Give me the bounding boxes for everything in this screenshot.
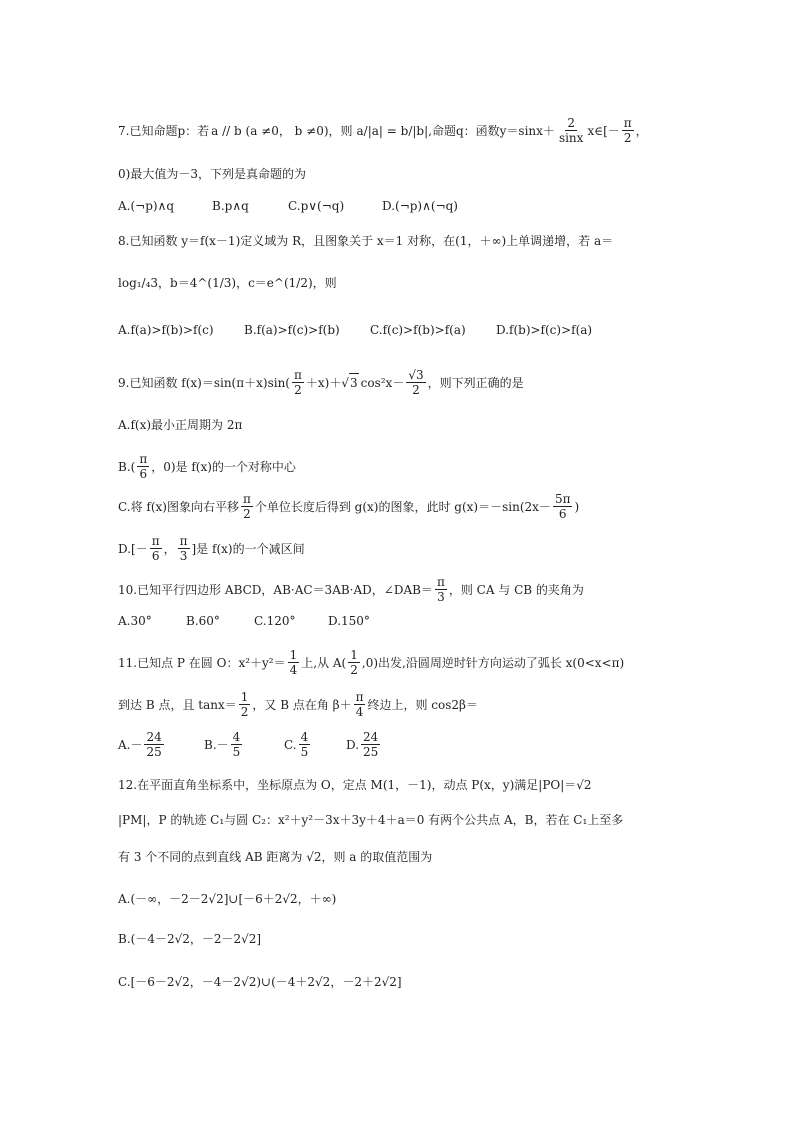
q12-line3	[118, 848, 704, 866]
q9-option-b-text-b: ，0)是 f(x)的一个对称中心	[151, 459, 296, 474]
q9-sqrt: √ 3	[341, 373, 358, 392]
q8-option-d: D.f(b)>f(c)>f(a)	[496, 323, 593, 337]
q9-option-b-text-a: B.(	[118, 459, 136, 474]
q7-text-d: ,命题q：函数y＝sinx＋	[428, 123, 555, 138]
q11-text-a: 11.已知点 P 在圆 O：x²＋y²＝	[118, 655, 286, 670]
q7-text-f: ，	[635, 123, 648, 138]
q9-option-b	[118, 452, 704, 481]
q7-line2	[118, 165, 704, 183]
q9-text-d: ，则下列正确的是	[427, 375, 524, 390]
q12-line2	[118, 811, 704, 829]
q8-option-b: B.f(a)>f(c)>f(b)	[244, 323, 340, 337]
q9-option-c-text-b: 个单位长度后得到 g(x)的图象，此时 g(x)＝－sin(2x－	[254, 499, 551, 514]
q11-line2-text-c: 终边上，则 cos2β＝	[367, 697, 478, 712]
q11-text-c: ,0)出发,沿圆周逆时针方向运动了弧长 x(0<x<π)	[361, 655, 625, 670]
q9-line1	[118, 368, 704, 397]
q10-frac: $\frac{\pi}{3}$	[436, 575, 445, 604]
q10-option-d: D.150°	[328, 614, 370, 628]
q7-frac-1: $\frac{2}{\sin x}$	[558, 116, 584, 145]
q7-option-a: A.(¬p)∧q	[118, 199, 175, 213]
q11-option-c: C. $\frac{4}{5}$	[284, 730, 309, 759]
q12-line2-text: |PM|，P 的轨迹 C₁与圆 C₂：x²＋y²－3x＋3y＋4＋a＝0 有两个公共点 A，B，若在 C₁上至多	[118, 813, 624, 827]
q9-text-a: 9.已知函数 f(x)＝sin(π＋x)sin(	[118, 375, 290, 390]
q9-text-b: ＋x)＋	[305, 375, 342, 390]
q7-text-e: x∈[－	[587, 123, 620, 138]
q7-text-b: a // b (a ≠0， b ≠0)，则	[211, 123, 353, 138]
q10-option-a: A.30°	[118, 614, 152, 628]
q10-option-c: C.120°	[254, 614, 296, 628]
q11-option-a: A.－ $\frac{24}{25}$	[118, 730, 162, 759]
q11-frac-2: $\frac{1}{2}$	[350, 648, 358, 677]
q9-option-a-text: A.f(x)最小正周期为 2π	[118, 418, 243, 432]
q10-options	[118, 612, 704, 630]
q7-options	[118, 197, 704, 215]
q9-option-b-frac: $\frac{\pi}{6}$	[139, 452, 148, 481]
q9-option-c-text-c: )	[574, 499, 580, 514]
q8-line2-text: log₁/₄3，b＝4^(1/3)，c＝e^(1/2)，则	[118, 276, 337, 290]
q10-text-b: ，则 CA 与 CB 的夹角为	[448, 582, 584, 597]
q12-option-c-text: C.[－6－2√2，－4－2√2)∪(－4＋2√2，－2＋2√2]	[118, 975, 402, 989]
q7-option-c: C.p∨(¬q)	[288, 199, 345, 213]
q10-text-a: 10.已知平行四边形 ABCD，AB·AC＝3AB·AD，∠DAB＝	[118, 582, 433, 597]
q8-line1	[118, 232, 704, 250]
q9-frac-2: $\frac{√3}{2}$	[408, 368, 424, 397]
q11-options	[118, 730, 704, 759]
q9-option-d-frac: $\frac{\pi}{6}$	[151, 534, 160, 563]
q12-option-b-text: B.(－4－2√2，－2－2√2]	[118, 932, 262, 946]
q12-line3-text: 有 3 个不同的点到直线 AB 距离为 √2，则 a 的取值范围为	[118, 850, 433, 864]
q8-option-a: A.f(a)>f(b)>f(c)	[118, 323, 214, 337]
q7-text-a: 7.已知命题p：若	[118, 123, 210, 138]
q12-option-b	[118, 930, 704, 948]
q9-option-d-text-c: ]是 f(x)的一个减区间	[191, 541, 305, 556]
q7-option-d: D.(¬p)∧(¬q)	[382, 199, 458, 213]
q9-option-a	[118, 416, 704, 434]
q9-frac-1: $\frac{\pi}{2}$	[294, 368, 302, 397]
q12-option-c	[118, 973, 704, 991]
q11-frac-1: $\frac{1}{4}$	[289, 648, 298, 677]
q9-option-d	[118, 534, 704, 563]
q9-option-c-frac: $\frac{\pi}{2}$	[242, 492, 251, 521]
q12-line1	[118, 776, 704, 794]
q11-line1	[118, 648, 704, 677]
q11-line2	[118, 690, 704, 719]
q9-option-c	[118, 492, 704, 521]
q11-option-d: D. $\frac{24}{25}$	[346, 730, 379, 759]
q9-option-d-text-b: ，	[163, 541, 176, 556]
q11-option-b: B.－ $\frac{4}{5}$	[204, 730, 241, 759]
q10-option-b: B.60°	[186, 614, 220, 628]
q10-line1	[118, 575, 704, 604]
q8-line2	[118, 274, 704, 292]
q9-text-c: cos²x－	[360, 375, 405, 390]
q9-option-c-frac-2: $\frac{5\pi}{6}$	[554, 492, 571, 521]
q9-option-c-text-a: C.将 f(x)图象向右平移	[118, 499, 239, 514]
q7-line1	[118, 116, 704, 145]
q11-text-b: 上,从 A(	[301, 655, 347, 670]
q8-options	[118, 321, 704, 339]
q11-line2-frac-2: $\frac{\pi}{4}$	[355, 690, 364, 719]
q7-line2-text: 0)最大值为－3，下列是真命题的为	[118, 167, 306, 181]
q11-line2-text-b: ，又 B 点在角 β＋	[252, 697, 352, 712]
q9-option-d-frac-2: $\frac{\pi}{3}$	[179, 534, 188, 563]
q8-line1-text: 8.已知函数 y＝f(x－1)定义域为 R，且图象关于 x＝1 对称，在(1，＋∞)上单调递增，若 a＝	[118, 234, 614, 248]
q7-text-c: a/|a| = b/|b|	[356, 123, 429, 138]
q11-line2-frac-1: $\frac{1}{2}$	[240, 690, 249, 719]
q11-line2-text-a: 到达 B 点，且 tanx＝	[118, 697, 237, 712]
q12-option-a-text: A.(－∞，－2－2√2]∪[－6＋2√2，＋∞)	[118, 892, 337, 906]
q9-option-d-text-a: D.[－	[118, 541, 148, 556]
q12-line1-text: 12.在平面直角坐标系中，坐标原点为 O，定点 M(1，－1)，动点 P(x，y)满足|PO|＝√2	[118, 778, 592, 792]
q7-frac-2: $\frac{\pi}{2}$	[623, 116, 632, 145]
q12-option-a	[118, 890, 704, 908]
q8-option-c: C.f(c)>f(b)>f(a)	[370, 323, 466, 337]
q7-option-b: B.p∧q	[212, 199, 249, 213]
